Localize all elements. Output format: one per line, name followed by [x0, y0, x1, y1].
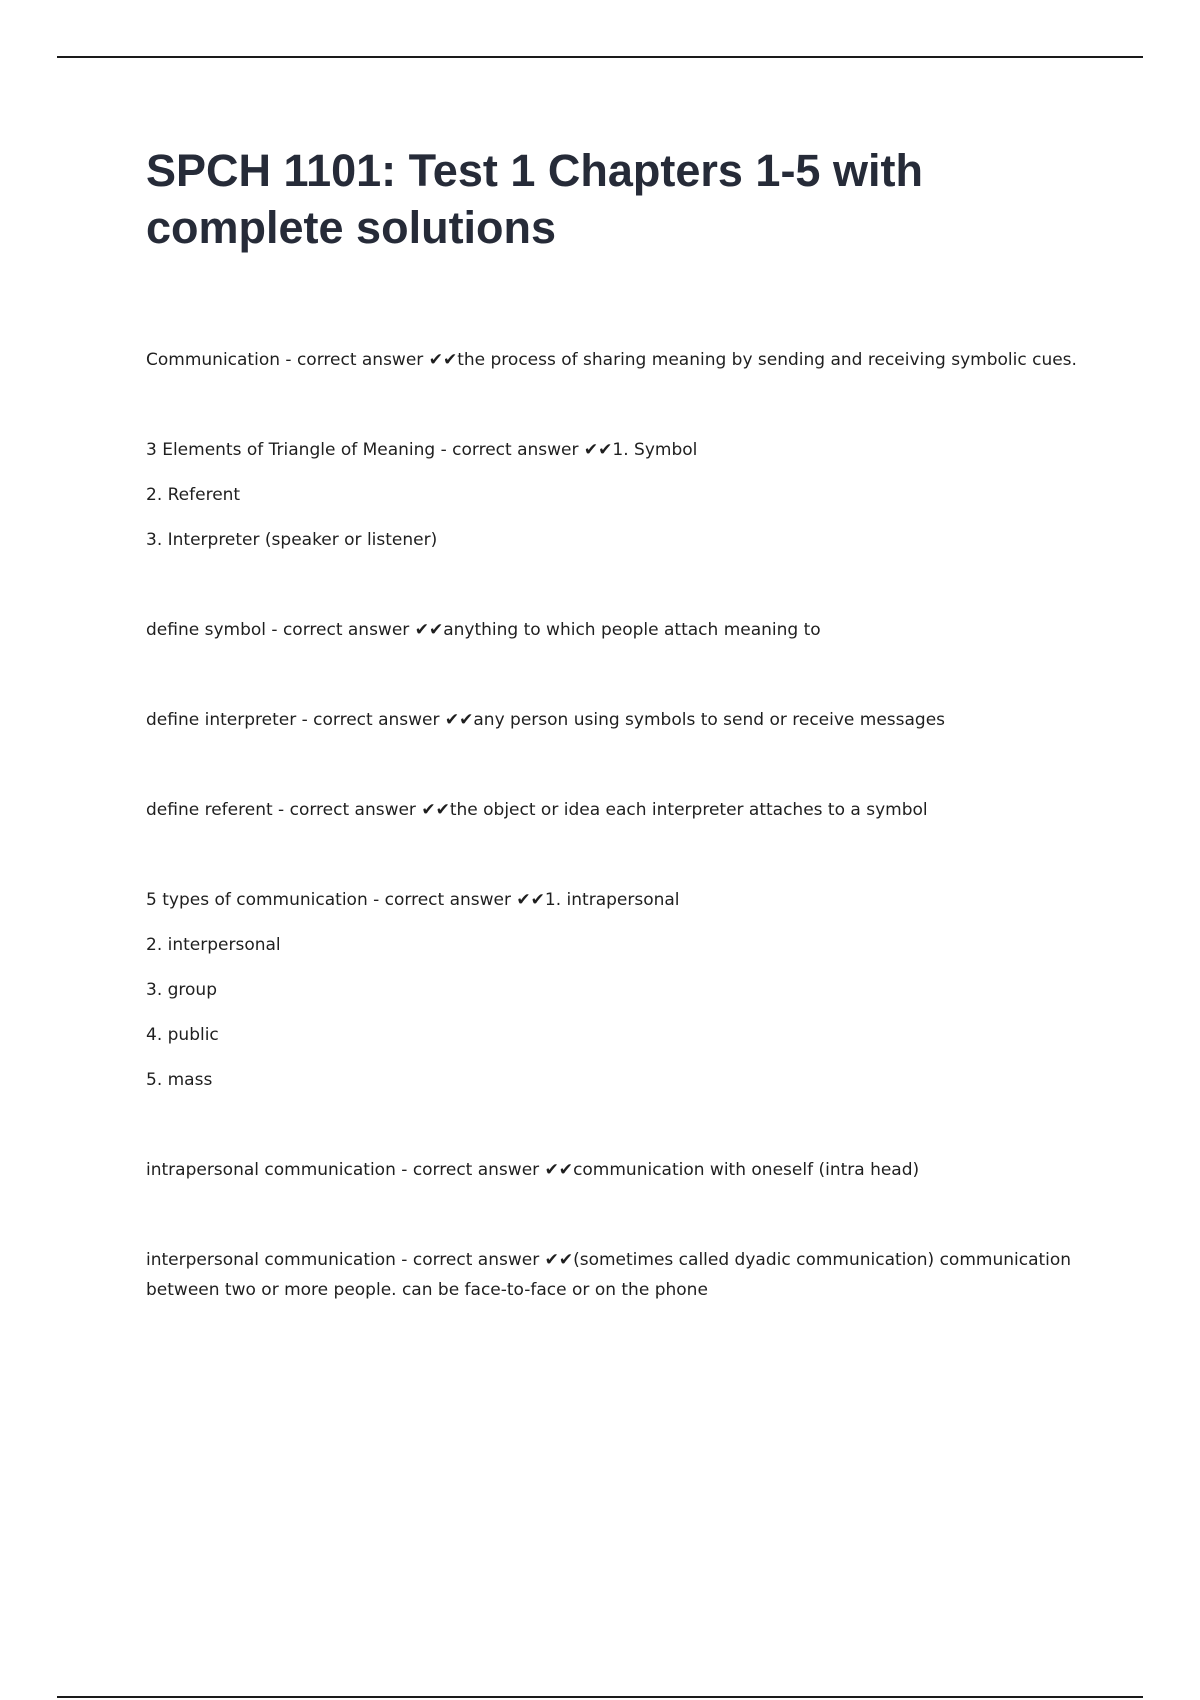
qa-entry-types-of-communication	[146, 885, 1086, 1095]
qa-term: define symbol	[146, 620, 266, 640]
qa-question-line: 3 Elements of Triangle of Meaning - correct answer ✔✔1. Symbol	[146, 440, 698, 460]
document-body	[146, 142, 1086, 1365]
qa-question-line: Communication - correct answer ✔✔the process of sharing meaning by sending and receiving symbolic cues.	[146, 350, 1077, 370]
top-rule	[57, 56, 1143, 58]
document-title: SPCH 1101: Test 1 Chapters 1-5 with complete solutions	[146, 145, 923, 253]
qa-marker: correct answer	[296, 350, 424, 370]
qa-term: intrapersonal communication	[146, 1160, 396, 1180]
qa-marker: correct answer	[313, 710, 440, 730]
qa-answer: anything to which people attach meaning to	[443, 620, 821, 640]
qa-question-line: interpersonal communication - correct answer ✔✔(sometimes called dyadic communication) communication between two or more people. can be face-to-face or on the phone	[146, 1250, 1072, 1300]
qa-list-item: 2. Referent	[146, 485, 241, 505]
qa-entry-interpersonal	[146, 1245, 1086, 1305]
double-check-icon: ✔✔	[421, 800, 450, 820]
qa-list-item: 3. Interpreter (speaker or listener)	[146, 530, 438, 550]
double-check-icon: ✔✔	[583, 440, 613, 460]
qa-entry-define-referent	[146, 795, 1086, 825]
qa-marker: correct answer	[412, 1250, 540, 1270]
qa-marker: correct answer	[289, 800, 416, 820]
qa-answer: any person using symbols to send or receive messages	[473, 710, 946, 730]
qa-entry-define-interpreter	[146, 705, 1086, 735]
qa-entry-triangle-of-meaning	[146, 435, 1086, 555]
double-check-icon: ✔✔	[444, 710, 474, 730]
qa-question-line: 5 types of communication - correct answer ✔✔1. intrapersonal	[146, 890, 680, 910]
double-check-icon: ✔✔	[544, 1250, 574, 1270]
bottom-rule	[57, 1696, 1143, 1698]
double-check-icon: ✔✔	[544, 1160, 574, 1180]
qa-list	[146, 345, 1086, 1305]
qa-question-line: define interpreter - correct answer ✔✔any person using symbols to send or receive messages	[146, 710, 946, 730]
qa-term: interpersonal communication	[146, 1250, 396, 1270]
qa-answer: the process of sharing meaning by sending and receiving symbolic cues.	[457, 350, 1077, 370]
qa-marker: correct answer	[412, 1160, 540, 1180]
qa-answer: 1. intrapersonal	[544, 890, 680, 910]
qa-marker: correct answer	[384, 890, 512, 910]
qa-list-item: 5. mass	[146, 1070, 213, 1090]
qa-question-line: define symbol - correct answer ✔✔anything to which people attach meaning to	[146, 620, 821, 640]
qa-term: Communication	[146, 350, 280, 370]
double-check-icon: ✔✔	[428, 350, 458, 370]
qa-answer: communication with oneself (intra head)	[573, 1160, 920, 1180]
qa-question-line: define referent - correct answer ✔✔the object or idea each interpreter attaches to a symbol	[146, 800, 928, 820]
qa-entry-intrapersonal	[146, 1155, 1086, 1185]
qa-answer: (sometimes called dyadic communication) communication between two or more people. can be face-to-face or on the phone	[146, 1250, 1072, 1300]
qa-entry-define-symbol	[146, 615, 1086, 645]
qa-list-item: 3. group	[146, 980, 217, 1000]
qa-term: 3 Elements of Triangle of Meaning	[146, 440, 436, 460]
double-check-icon: ✔✔	[516, 890, 545, 910]
qa-list-item: 2. interpersonal	[146, 935, 281, 955]
qa-term: define interpreter	[146, 710, 297, 730]
double-check-icon: ✔✔	[414, 620, 444, 640]
qa-entry-communication	[146, 345, 1086, 375]
qa-question-line: intrapersonal communication - correct answer ✔✔communication with oneself (intra head)	[146, 1160, 920, 1180]
qa-term: 5 types of communication	[146, 890, 368, 910]
qa-list-item: 4. public	[146, 1025, 219, 1045]
qa-marker: correct answer	[452, 440, 579, 460]
qa-marker: correct answer	[282, 620, 410, 640]
qa-answer: 1. Symbol	[612, 440, 698, 460]
qa-answer: the object or idea each interpreter attaches to a symbol	[449, 800, 928, 820]
qa-term: define referent	[146, 800, 273, 820]
